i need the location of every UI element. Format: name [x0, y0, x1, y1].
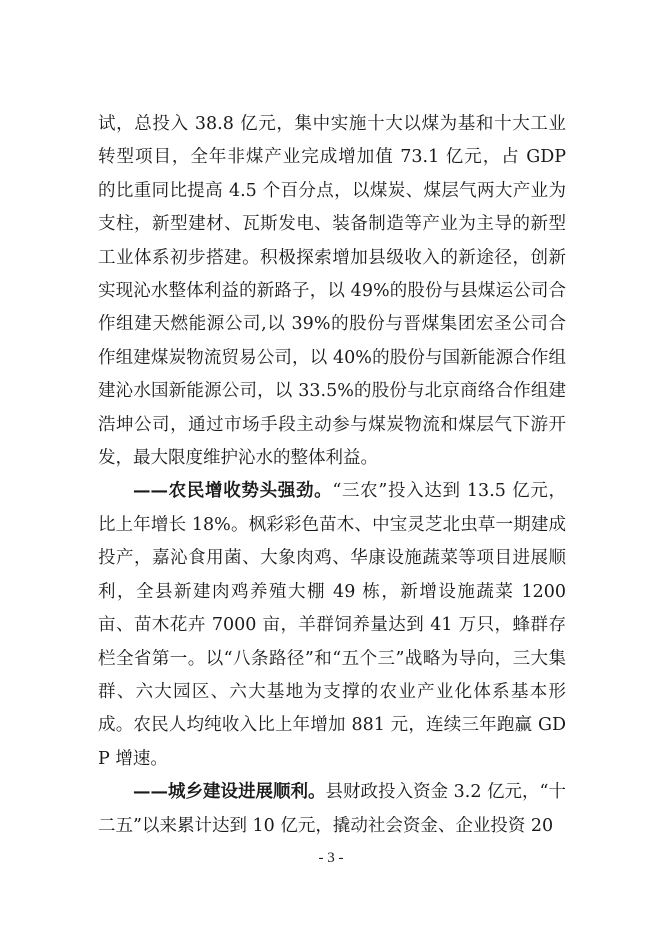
paragraph-industry — [98, 108, 566, 475]
paragraph-industry-text: 试，总投入 38.8 亿元，集中实施十大以煤为基和十大工业转型项目，全年非煤产业完成增加值 73.1 亿元，占 GDP 的比重同比提高 4.5 个百分点，以煤炭、煤层气两大产业为支柱，新型建材、瓦斯发电、装备制造等产业为主导的新型工业体系初步搭建。积极探索增加县级收入的新途径，创新实现沁水整体利益的新路子，以 49%的股份与县煤运公司合作组建天燃能源公司,以 39%的股份与晋煤集团宏圣公司合作组建煤炭物流贸易公司，以 40%的股份与国新能源合作组建沁水国新能源公司，以 33.5%的股份与北京商络合作组建浩坤公司，通过市场手段主动参与煤炭物流和煤层气下游开发，最大限度维护沁水的整体利益。 — [98, 114, 566, 469]
paragraph-farmers-income — [98, 475, 566, 776]
paragraph-urban-rural-heading: ——城乡建设进展顺利。 — [133, 782, 326, 803]
body-text — [98, 108, 566, 843]
paragraph-urban-rural-text: 县财政投入资金 3.2 亿元，“十二五”以来累计达到 10 亿元，撬动社会资金、企业投资 20 — [98, 782, 567, 836]
paragraph-farmers-income-text: “三农”投入达到 13.5 亿元，比上年增长 18%。枫彩彩色苗木、中宝灵芝北虫草一期建成投产，嘉沁食用菌、大象肉鸡、华康设施蔬菜等项目进展顺利，全县新建肉鸡养殖大棚 49 栋，新增设施蔬菜 1200 亩、苗木花卉 7000 亩，羊群饲养量达到 41 万只，蜂群存栏全省第一。以“八条路径”和“五个三”战略为导向，三大集群、六大园区、六大基地为支撑的农业产业化体系基本形成。农民人均纯收入比上年增加 881 元，连续三年跑赢 GDP 增速。 — [98, 481, 567, 769]
page-number: - 3 - — [318, 850, 344, 866]
paragraph-urban-rural — [98, 776, 566, 843]
paragraph-farmers-income-heading: ——农民增收势头强劲。 — [133, 481, 333, 502]
